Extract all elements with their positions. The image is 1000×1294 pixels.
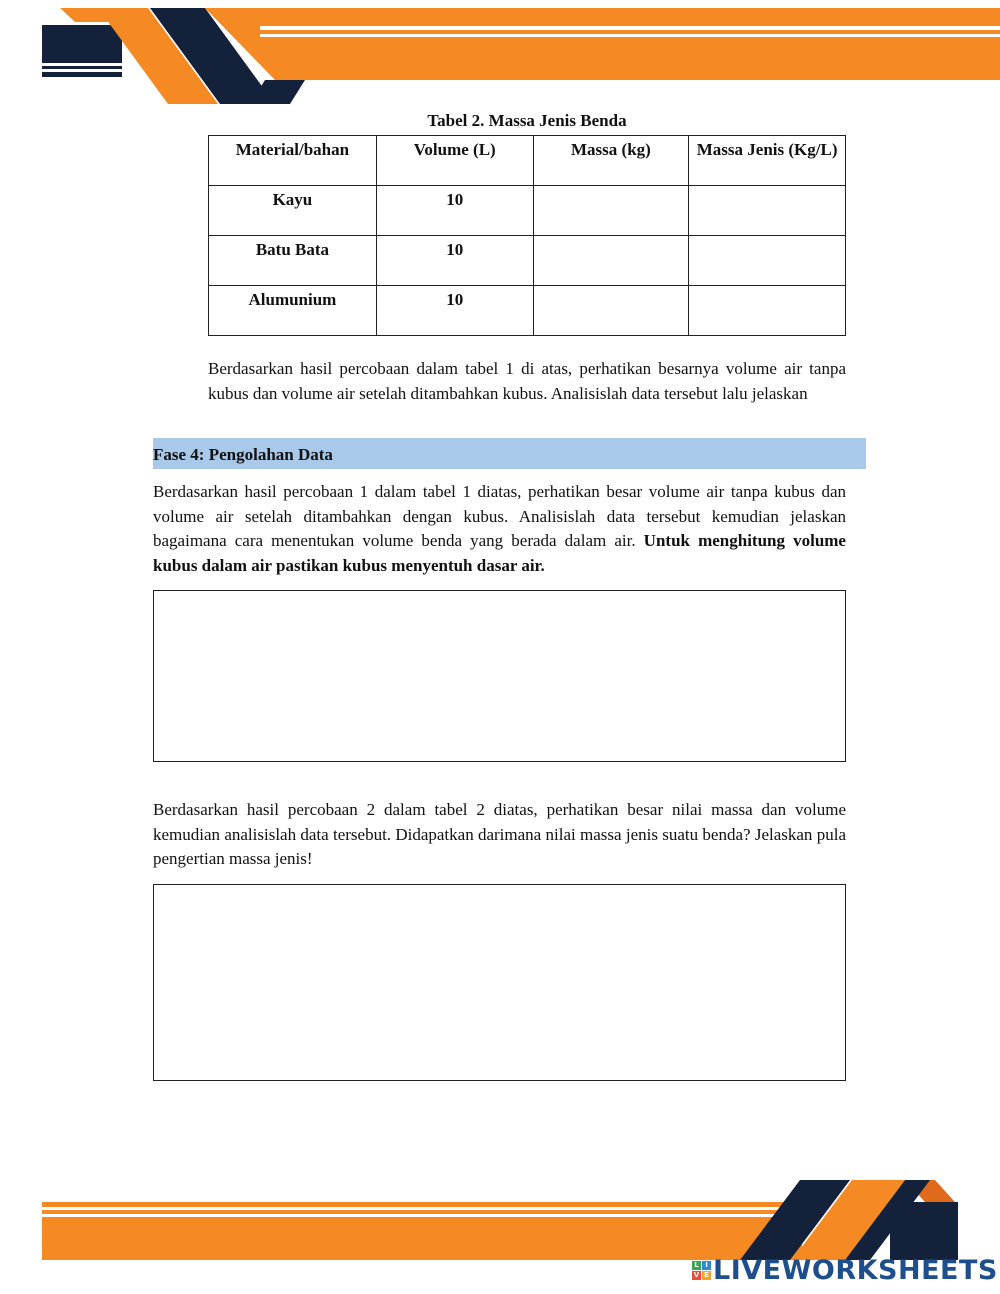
cell-density-input[interactable] bbox=[689, 286, 846, 336]
logo-tile: L bbox=[692, 1261, 701, 1270]
cell-material: Alumunium bbox=[209, 286, 377, 336]
table-row bbox=[209, 236, 846, 286]
instruction-paragraph-2 bbox=[153, 480, 846, 578]
header-mass: Massa (kg) bbox=[533, 136, 689, 186]
header-volume: Volume (L) bbox=[376, 136, 533, 186]
instruction-paragraph-1: Berdasarkan hasil percobaan dalam tabel 1 di atas, perhatikan besarnya volume air tanpa kubus dan volume air setelah ditambahkan kubus. Analisislah data tersebut lalu jelaskan bbox=[208, 359, 846, 403]
table-header-row bbox=[209, 136, 846, 186]
header-density: Massa Jenis (Kg/L) bbox=[689, 136, 846, 186]
table-row bbox=[209, 286, 846, 336]
cell-mass-input[interactable] bbox=[533, 236, 689, 286]
cell-volume: 10 bbox=[376, 236, 533, 286]
answer-box-volume[interactable] bbox=[153, 590, 846, 762]
instruction-text: Berdasarkan hasil percobaan 1 dalam tabel 1 diatas, perhatikan besar volume air tanpa kubus dan volume air setelah ditambahkan dengan kubus. Analisislah data tersebut kemudian jelaskan bagaimana cara menentukan volume benda yang berada dalam air. bbox=[153, 482, 846, 550]
logo-text: LIVEWORKSHEETS bbox=[713, 1254, 998, 1286]
cell-material: Batu Bata bbox=[209, 236, 377, 286]
header-banner bbox=[0, 0, 1000, 110]
header-material: Material/bahan bbox=[209, 136, 377, 186]
liveworksheets-logo bbox=[692, 1255, 998, 1285]
logo-tile: V bbox=[693, 1270, 700, 1279]
cell-material: Kayu bbox=[209, 186, 377, 236]
answer-box-density[interactable] bbox=[153, 884, 846, 1081]
table-caption: Tabel 2. Massa Jenis Benda bbox=[427, 111, 627, 130]
table-row bbox=[209, 186, 846, 236]
logo-tile: E bbox=[702, 1271, 711, 1280]
instruction-emphasis: Untuk menghitung volume kubus dalam air pastikan kubus menyentuh dasar air. bbox=[153, 531, 846, 575]
cell-density-input[interactable] bbox=[689, 186, 846, 236]
cell-volume: 10 bbox=[376, 186, 533, 236]
cell-mass-input[interactable] bbox=[533, 286, 689, 336]
logo-tiles-icon bbox=[692, 1261, 711, 1280]
cell-mass-input[interactable] bbox=[533, 186, 689, 236]
density-table bbox=[208, 135, 846, 336]
cell-density-input[interactable] bbox=[689, 236, 846, 286]
cell-volume: 10 bbox=[376, 286, 533, 336]
logo-tile: I bbox=[702, 1261, 711, 1270]
phase-heading: Fase 4: Pengolahan Data bbox=[153, 438, 866, 469]
instruction-paragraph-3: Berdasarkan hasil percobaan 2 dalam tabel 2 diatas, perhatikan besar nilai massa dan volume kemudian analisislah data tersebut. Didapatkan darimana nilai massa jenis suatu benda? Jelaskan pula pengertian massa jenis! bbox=[153, 800, 846, 868]
